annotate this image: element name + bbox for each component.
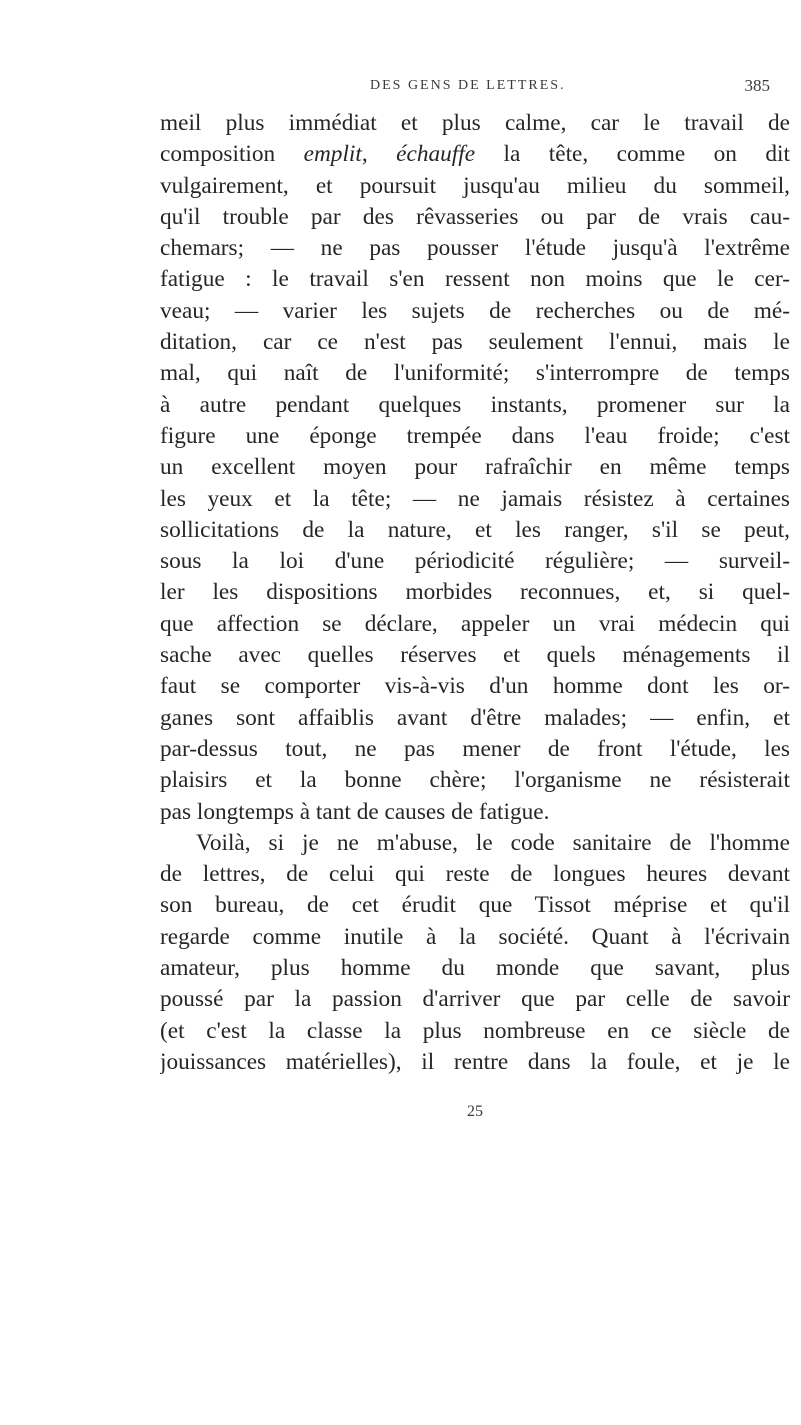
text-line: par-dessus tout, ne pas mener de front l'étude, les (160, 735, 790, 762)
text-line: chemars; — ne pas pousser l'étude jusqu'à l'extrême (160, 235, 790, 262)
text-line: poussé par la passion d'arriver que par celle de savoir (160, 986, 790, 1013)
text-line: les yeux et la tête; — ne jamais résistez à certaines (160, 485, 790, 512)
text-line: son bureau, de cet érudit que Tissot méprise et qu'il (160, 892, 790, 919)
text-line: figure une éponge trempée dans l'eau froide; c'est (160, 422, 790, 449)
running-head (150, 78, 790, 100)
text-line: plaisirs et la bonne chère; l'organisme ne résisterait (160, 767, 790, 794)
text-line: pas longtemps à tant de causes de fatigue. (160, 798, 550, 825)
page-number: 385 (744, 76, 770, 95)
text-line: à autre pendant quelques instants, promener sur la (160, 391, 790, 418)
text-line: jouissances matérielles), il rentre dans la foule, et je le (160, 1048, 790, 1075)
text-line: composition emplit, échauffe la tête, comme on dit (160, 141, 790, 168)
text-line: fatigue : le travail s'en ressent non moins que le cer- (160, 266, 790, 293)
text-line: amateur, plus homme du monde que savant, plus (160, 955, 790, 982)
text-line: vulgairement, et poursuit jusqu'au milieu du sommeil, (160, 172, 790, 199)
text-line: ganes sont affaiblis avant d'être malades; — enfin, et (160, 704, 790, 731)
signature-mark: 25 (467, 1103, 483, 1120)
body-text (160, 108, 790, 1078)
text-line: sous la loi d'une périodicité régulière; — surveil- (160, 548, 790, 575)
text-line: sollicitations de la nature, et les ranger, s'il se peut, (160, 516, 790, 543)
text-line: mal, qui naît de l'uniformité; s'interrompre de temps (160, 360, 790, 387)
text-line: ler les dispositions morbides reconnues, et, si quel- (160, 579, 790, 606)
text-line: Voilà, si je ne m'abuse, le code sanitaire de l'homme (196, 829, 790, 856)
text-line: ditation, car ce n'est pas seulement l'ennui, mais le (160, 329, 790, 356)
text-line: qu'il trouble par des rêvasseries ou par de vrais cau- (160, 203, 790, 230)
text-line: faut se comporter vis-à-vis d'un homme dont les or- (160, 673, 790, 700)
text-line: veau; — varier les sujets de recherches ou de mé- (160, 297, 790, 324)
text-line: sache avec quelles réserves et quels ménagements il (160, 642, 790, 669)
text-line: que affection se déclare, appeler un vrai médecin qui (160, 610, 790, 637)
text-line: regarde comme inutile à la société. Quant à l'écrivain (160, 923, 790, 950)
text-line: (et c'est la classe la plus nombreuse en ce siècle de (160, 1017, 790, 1044)
text-line: de lettres, de celui qui reste de longues heures devant (160, 861, 790, 888)
text-line: meil plus immédiat et plus calme, car le travail de (160, 110, 790, 136)
text-line: un excellent moyen pour rafraîchir en même temps (160, 454, 790, 481)
running-title: DES GENS DE LETTRES. (370, 78, 566, 93)
